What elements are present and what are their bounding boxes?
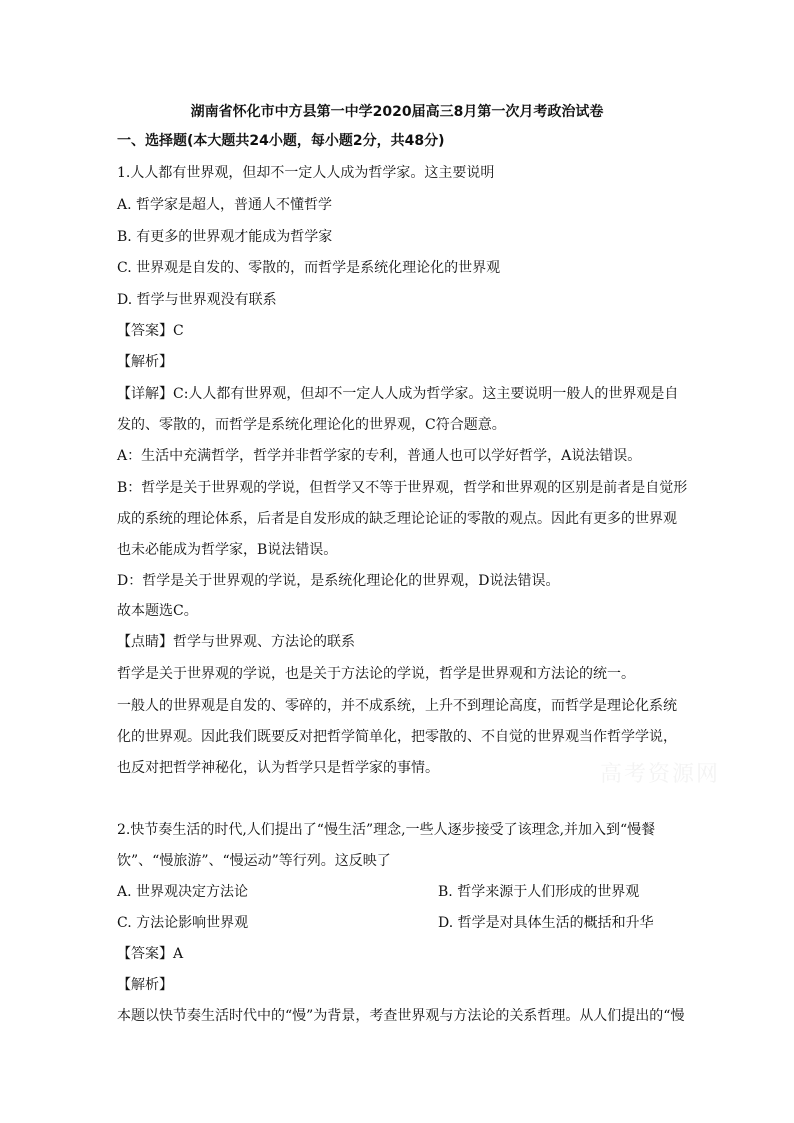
q1-detail-line: 故本题选C。 [117, 603, 198, 619]
q2-option-c: C. 方法论影响世界观 [117, 915, 249, 931]
q1-analysis-label: 【解析】 [117, 354, 173, 370]
q1-detail-line: 化的世界观。因此我们既要反对把哲学简单化，把零散的、不自觉的世界观当作哲学学说， [117, 729, 677, 745]
q1-detail-line: 【详解】C:人人都有世界观，但却不一定人人成为哲学家。这主要说明一般人的世界观是自 [117, 386, 679, 402]
q2-option-b: B. 哲学来源于人们形成的世界观 [438, 884, 640, 900]
q1-detail-line: 哲学是关于世界观的学说，也是关于方法论的学说，哲学是世界观和方法论的统一。 [117, 666, 635, 682]
section-heading: 一、选择题(本大题共24小题，每小题2分，共48分) [117, 133, 445, 149]
q1-detail-line: 一般人的世界观是自发的、零碎的，并不成系统，上升不到理论高度，而哲学是理论化系统 [117, 698, 677, 714]
q1-option-b: B. 有更多的世界观才能成为哲学家 [117, 229, 333, 245]
q2-answer: 【答案】A [117, 946, 184, 962]
q1-detail-line: 也反对把哲学神秘化，认为哲学只是哲学家的事情。 [117, 760, 439, 776]
q1-detail-line: A：生活中充满哲学，哲学并非哲学家的专利，普通人也可以学好哲学，A说法错误。 [117, 448, 642, 464]
q2-option-a: A. 世界观决定方法论 [117, 884, 249, 900]
q1-option-a: A. 哲学家是超人，普通人不懂哲学 [117, 197, 333, 213]
watermark: 高考资源网 [600, 762, 721, 787]
q1-option-c: C. 世界观是自发的、零散的，而哲学是系统化理论化的世界观 [117, 260, 501, 276]
question-2-stem: 饮”、“慢旅游”、“慢运动”等行列。这反映了 [117, 853, 391, 869]
question-1-stem: 1.人人都有世界观，但却不一定人人成为哲学家。这主要说明 [117, 165, 495, 181]
question-2-stem: 2.快节奏生活的时代,人们提出了“慢生活”理念,一些人逐步接受了该理念,并加入到“慢餐 [117, 822, 656, 838]
q2-option-d: D. 哲学是对具体生活的概括和升华 [438, 915, 654, 931]
q1-detail-line: 发的、零散的，而哲学是系统化理论化的世界观，C符合题意。 [117, 417, 506, 433]
q1-option-d: D. 哲学与世界观没有联系 [117, 292, 277, 308]
q2-analysis-label: 【解析】 [117, 977, 173, 993]
q1-answer: 【答案】C [117, 323, 184, 339]
q2-detail-line: 本题以快节奏生活时代中的“慢”为背景，考查世界观与方法论的关系哲理。从人们提出的“慢 [117, 1008, 685, 1024]
page-title: 湖南省怀化市中方县第一中学2020届高三8月第一次月考政治试卷 [190, 104, 604, 120]
q1-detail-line: 成的系统的理论体系，后者是自发形成的缺乏理论论证的零散的观点。因此有更多的世界观 [117, 511, 677, 527]
q1-detail-line: 【点睛】哲学与世界观、方法论的联系 [117, 634, 355, 650]
q1-detail-line: B：哲学是关于世界观的学说，但哲学又不等于世界观，哲学和世界观的区别是前者是自觉形 [117, 480, 688, 496]
q1-detail-line: 也未必能成为哲学家，B说法错误。 [117, 542, 338, 558]
q1-detail-line: D：哲学是关于世界观的学说，是系统化理论化的世界观，D说法错误。 [117, 573, 560, 589]
